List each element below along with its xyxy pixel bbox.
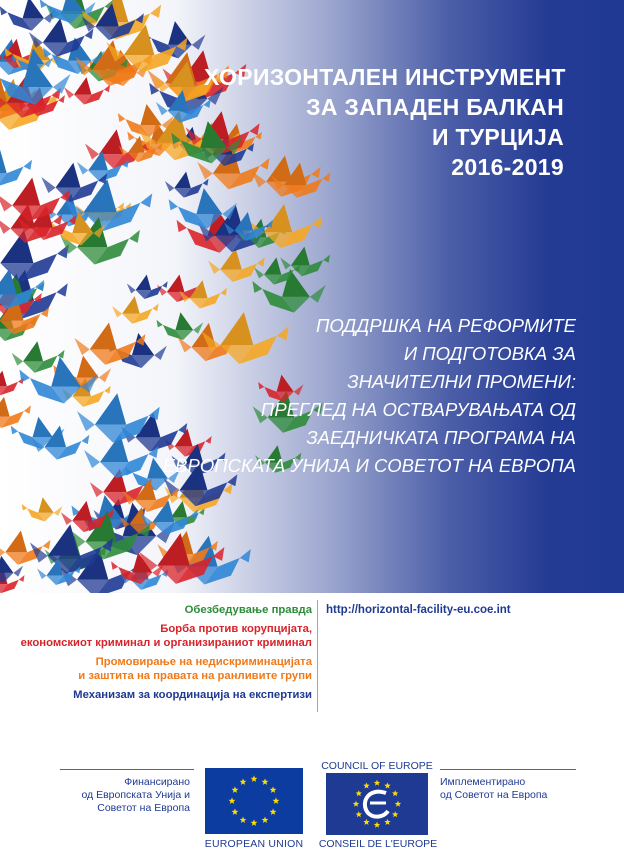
coe-label-fr: CONSEIL DE L'EUROPE	[318, 838, 438, 850]
subtitle-line-4: ПРЕГЛЕД НА ОСТВАРУВАЊАТА ОД	[260, 399, 576, 420]
star-icon	[251, 819, 258, 826]
star-icon	[251, 775, 258, 782]
star-icon	[395, 801, 401, 807]
topic-justice: Обезбедување правда	[184, 604, 312, 616]
origami-bird	[112, 296, 158, 324]
coe-label-en: COUNCIL OF EUROPE	[321, 760, 433, 772]
star-icon	[232, 786, 239, 793]
origami-bird	[0, 397, 31, 428]
star-icon	[392, 790, 398, 796]
eu-label: EUROPEAN UNION	[204, 838, 304, 850]
star-icon	[262, 816, 269, 823]
origami-bird	[208, 248, 265, 282]
star-icon	[356, 811, 362, 817]
footer-rule-left	[60, 769, 194, 770]
subtitle-line-2: И ПОДГОТОВКА ЗА	[403, 343, 576, 364]
origami-bird	[0, 530, 50, 564]
footer-rule-right	[440, 769, 576, 770]
subtitle-line-6: ЕВРОПСКАТА УНИЈА И СОВЕТОТ НА ЕВРОПА	[162, 455, 576, 476]
publication-title	[204, 62, 564, 182]
subtitle-line-1: ПОДДРШКА НА РЕФОРМИТЕ	[316, 315, 576, 336]
origami-bird	[22, 497, 63, 521]
title-line-1: ХОРИЗОНТАЛЕН ИНСТРУМЕНТ	[204, 64, 566, 90]
title-line-2: ЗА ЗАПАДЕН БАЛКАН	[306, 94, 564, 120]
origami-bird	[127, 275, 168, 299]
star-icon	[384, 819, 390, 825]
origami-bird	[64, 77, 110, 104]
star-icon	[384, 782, 390, 788]
star-icon	[270, 786, 277, 793]
topic-list	[21, 603, 312, 707]
topic-non-discrimination: Промовирање на недискриминацијата и заштита на правата на ранливите групи	[78, 656, 312, 682]
topic-expertise-mechanism: Механизам за координација на експертизи	[73, 689, 312, 701]
implemented-by-text: Имплементирано од Советот на Европа	[440, 776, 548, 801]
star-icon	[392, 811, 398, 817]
subtitle-line-5: ЗАЕДНИЧКАТА ПРОГРАМА НА	[306, 427, 576, 448]
topic-corruption: Борба против корупцијата, економскиот криминал и организираниот криминал	[20, 623, 312, 649]
star-icon	[363, 782, 369, 788]
star-icon	[262, 778, 269, 785]
origami-bird	[0, 150, 32, 187]
publication-subtitle	[156, 312, 576, 480]
star-icon	[270, 808, 277, 815]
star-icon	[240, 816, 247, 823]
star-icon	[363, 819, 369, 825]
star-icon	[232, 808, 239, 815]
funded-by-text: Финансирано од Европската Унија и Советот на Европа	[81, 776, 190, 814]
star-icon	[353, 801, 359, 807]
star-icon	[229, 797, 236, 804]
divider-line	[317, 600, 318, 712]
star-icon	[374, 780, 380, 786]
origami-bird	[280, 247, 330, 277]
subtitle-line-3: ЗНАЧИТЕЛНИ ПРОМЕНИ:	[347, 371, 576, 392]
coe-flag-logo	[326, 773, 428, 835]
website-link[interactable]: http://horizontal-facility-eu.coe.int	[326, 604, 511, 616]
eu-flag-logo	[205, 768, 303, 834]
star-icon	[240, 778, 247, 785]
origami-bird	[165, 172, 209, 198]
star-icon	[273, 797, 280, 804]
title-line-3: И ТУРЦИЈА	[431, 124, 564, 150]
origami-bird	[0, 0, 56, 31]
title-years: 2016-2019	[451, 154, 564, 180]
star-icon	[356, 790, 362, 796]
star-icon	[374, 822, 380, 828]
